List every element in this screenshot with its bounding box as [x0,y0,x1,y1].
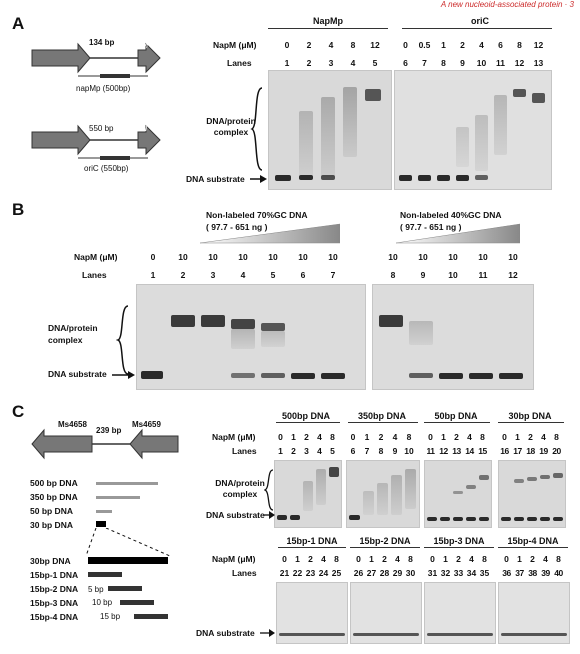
gel-napmp-title-rule [268,28,388,29]
panel-c-lanes-label-top: Lanes [232,446,257,456]
panel-b-brace-icon [116,304,130,376]
fragment-500bp-label: 500 bp DNA [30,478,78,488]
panel-c-substrate-label-bottom: DNA substrate [196,628,255,638]
panel-a-conc-label: NapM (μM) [213,40,257,50]
gel-c-15bp3-image [424,582,496,644]
panel-c-conc-top-4: 0 1 2 4 8 [502,432,559,442]
panel-c-substrate-arrow-top-icon [264,510,276,520]
gel-c-350bp-title: 350bp DNA [357,411,406,421]
sub-15bp-2-label: 15bp-2 DNA [30,584,79,594]
gel-c-50bp-image [424,460,492,528]
panel-a-substrate-arrow-icon [250,174,268,184]
gel-c-15bp2-title: 15bp-2 DNA [359,536,411,546]
competitor-40gc-range: ( 97.7 - 651 ng ) [400,222,462,232]
panel-c-lanes-top-4: 16 17 18 19 20 [500,446,561,456]
panel-b-lanes-row-1: 1 2 3 4 5 6 7 [150,270,336,280]
panel-b-lanes-row-2: 8 9 10 11 12 [390,270,518,280]
panel-a-lanes-label: Lanes [227,58,252,68]
gel-40gc-competition [372,284,534,390]
panel-a-conc-row-1: 0 2 4 8 12 [284,40,380,50]
panel-c-conc-bottom-1: 0 1 2 4 8 [282,554,339,564]
gel-c-15bp1-title: 15bp-1 DNA [286,536,338,546]
map1-gap: 134 bp [89,38,115,47]
sub-15bp-3-label: 15bp-3 DNA [30,598,79,608]
panel-b-conc-label: NapM (μM) [74,252,118,262]
gel-c-15bp2-image [350,582,422,644]
detail-30bp-label: 30bp DNA [30,556,71,566]
panel-a-complex-label: DNA/protein complex [206,116,256,137]
panel-b-label: B [12,200,25,219]
panel-c-substrate-arrow-bottom-icon [260,628,276,638]
map-c-left-gene: Ms4658 [58,420,87,429]
panel-c-conc-label-top: NapM (μM) [212,432,256,442]
panel-c-conc-top-3: 0 1 2 4 8 [428,432,485,442]
running-head: A new nucleoid-associated protein · 3 [440,0,574,9]
zoom-dashes [80,528,180,558]
panel-c-lanes-bottom-1: 21 22 23 24 25 [279,568,342,578]
fragment-30bp-label: 30 bp DNA [30,520,73,530]
gel-c-50bp-title: 50bp DNA [434,411,478,421]
competitor-40gc-wedge [396,222,520,244]
panel-c-lanes-label-bottom: Lanes [232,568,257,578]
map2-right-gene: dnaN [128,124,148,133]
map2-fragment-label: oriC (550bp) [84,164,129,173]
ms4659-arrow-icon [130,430,178,458]
offset-10bp-label: 10 bp [92,598,113,607]
sub-15bp-4-label: 15bp-4 DNA [30,612,79,622]
panel-b-conc-row-1: 0 10 10 10 10 10 10 [150,252,338,262]
gel-oric-title-rule [402,28,552,29]
panel-c-conc-bottom-4: 0 1 2 4 8 [504,554,561,564]
panel-a-substrate-label: DNA substrate [186,174,245,184]
gel-c-500bp-image [274,460,342,528]
map2-left-gene: dnaA [41,124,60,133]
panel-b-lanes-label: Lanes [82,270,107,280]
panel-c-lanes-top-2: 6 7 8 9 10 [350,446,414,456]
competitor-70gc-wedge [200,222,340,244]
gel-c-15bp3-title: 15bp-3 DNA [433,536,485,546]
fragment-50bp-label: 50 bp DNA [30,506,73,516]
competitor-70gc-label: Non-labeled 70%GC DNA [206,210,308,220]
sub-15bp-1-bar [88,572,122,577]
map-c-right-gene: Ms4659 [132,420,161,429]
gel-napmp-title: NapMp [313,16,343,26]
panel-c-lanes-top-1: 1 2 3 4 5 [278,446,335,456]
panel-a-lanes-row-1: 1 2 3 4 5 [284,58,378,68]
panel-b-substrate-label: DNA substrate [48,369,107,379]
competitor-70gc-range: ( 97.7 - 651 ng ) [206,222,268,232]
panel-c-conc-label-bottom: NapM (μM) [212,554,256,564]
panel-c-conc-top-2: 0 1 2 4 8 [350,432,412,442]
panel-a-brace-icon [250,86,264,172]
oric-fragment-bar [100,156,130,160]
gel-c-500bp-title: 500bp DNA [281,411,330,421]
gel-c-30bp-title: 30bp DNA [508,411,552,421]
panel-c-label: C [12,402,25,421]
sub-15bp-2-bar [108,586,142,591]
fragment-350bp-label: 350 bp DNA [30,492,78,502]
map1-fragment-label: napMp (500bp) [76,84,131,93]
panel-c-brace-icon [264,468,274,512]
sub-15bp-1-label: 15bp-1 DNA [30,570,79,580]
panel-a-gene-maps [30,38,180,168]
gel-c-30bp-image [498,460,566,528]
ms4658-arrow-icon [32,430,92,458]
panel-b-complex-label: DNA/protein complex [48,323,98,345]
panel-b-substrate-arrow-icon [112,370,136,380]
gel-napmp-image [268,70,392,190]
panel-c-conc-bottom-2: 0 1 2 4 8 [356,554,413,564]
gel-oric-title: oriC [471,16,489,26]
offset-15bp-label: 15 bp [100,612,121,621]
panel-c-conc-top-1: 0 1 2 4 8 [278,432,335,442]
panel-a-conc-row-2: 0 0.5 1 2 4 6 8 12 [403,40,544,50]
panel-c-lanes-top-3: 11 12 13 14 15 [426,446,487,456]
gel-oric-image [394,70,552,190]
panel-c-lanes-bottom-4: 36 37 38 39 40 [502,568,563,578]
offset-5bp-label: 5 bp [88,585,104,594]
panel-c-complex-label: DNA/protein complex [215,478,265,499]
fragment-350bp-bar [96,496,140,499]
fragment-500bp-bar [96,482,158,485]
sub-15bp-3-bar [120,600,154,605]
competitor-40gc-label: Non-labeled 40%GC DNA [400,210,502,220]
panel-b-conc-row-2: 10 10 10 10 10 [388,252,518,262]
gel-c-350bp-image [346,460,420,528]
map2-gap: 550 bp [89,124,114,133]
panel-a-lanes-row-2: 6 7 8 9 10 11 12 13 [403,58,544,68]
panel-a-label: A [12,14,25,33]
napmp-fragment-bar [100,74,130,78]
panel-c-lanes-bottom-2: 26 27 28 29 30 [353,568,416,578]
detail-30bp-bar [88,557,168,564]
gel-c-15bp1-image [276,582,348,644]
gel-c-15bp4-image [498,582,570,644]
fragment-50bp-bar [96,510,112,513]
gel-70gc-competition [136,284,366,390]
gel-c-15bp4-title: 15bp-4 DNA [507,536,559,546]
map-c-gap: 239 bp [96,426,122,435]
sub-15bp-4-bar [134,614,168,619]
map1-right-gene: napM [128,41,149,50]
map1-left-gene: Ms6902 [41,41,70,50]
panel-c-conc-bottom-3: 0 1 2 4 8 [430,554,487,564]
panel-c-lanes-bottom-3: 31 32 33 34 35 [427,568,490,578]
panel-c-substrate-label-top: DNA substrate [206,510,265,520]
fragment-30bp-bar [96,521,106,527]
